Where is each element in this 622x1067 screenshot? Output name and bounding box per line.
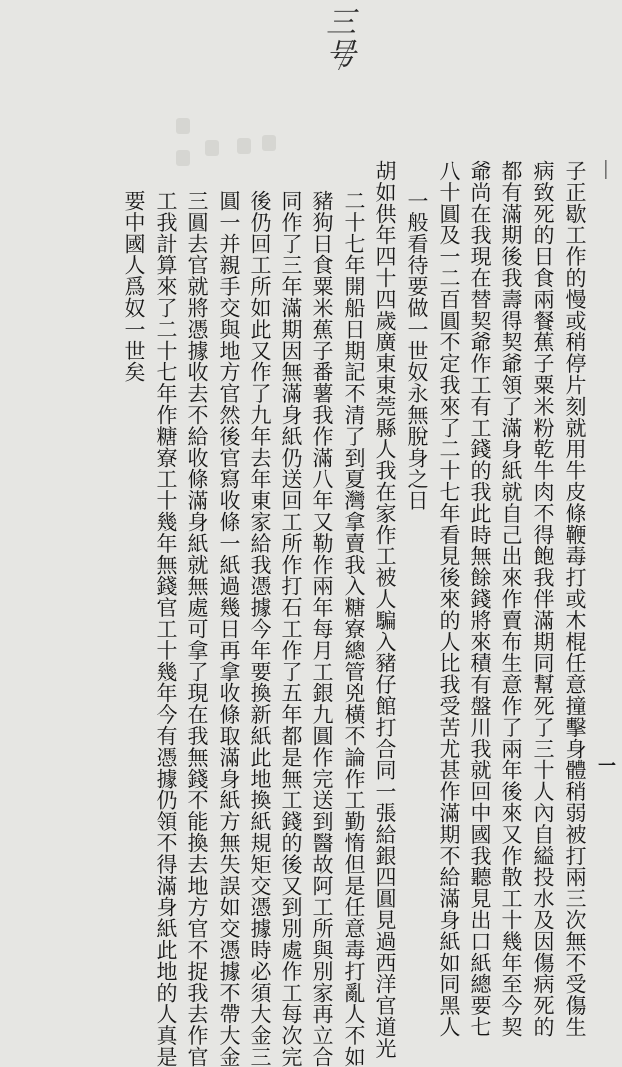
text-column-8: 二十七年開船日期記不清了到夏灣拿賣我入糖寮總管兇橫不論作工勤惰但是任意毒打亂人不如 xyxy=(342,190,366,1067)
text-column-2: 病致死的日食兩餐蕉子粟米粉乾牛肉不得飽我伴滿期同幫死了三十人內自縊投水及因傷病死的 xyxy=(531,160,555,1038)
text-column-6: 一般看待要做一世奴永無脫身之日 xyxy=(405,190,429,511)
text-column-5: 八十圓及一二百圓不定我來了二十七年看見後來的人比我受苦尤甚作滿期不給滿身紙如同黑人 xyxy=(437,160,461,1038)
edge-mark-icon: │ xyxy=(601,160,611,179)
text-column-7: 胡如供年四十四歲廣東東莞縣人我在家作工被人騙入豬仔館打合同一張給銀四圓見過西洋官道光 xyxy=(373,160,397,1059)
handwritten-page-number: 三号 xyxy=(320,6,355,70)
text-column-15: 要中國人爲奴一世矣 xyxy=(122,190,146,383)
text-column-13: 三圓去官就將憑據收去不給收條滿身紙就無處可拿了現在我無錢不能換去地方官不捉我去作官 xyxy=(185,190,209,1067)
text-column-4: 爺尚在我現在替契爺作工有工錢的我此時無餘錢將來積有盤川我就回中國我聽見出口紙總要七 xyxy=(468,160,492,1038)
text-column-14: 工我計算來了二十七年作糖寮工十幾年無錢官工十幾年今有憑據仍領不得滿身紙此地的人真是 xyxy=(154,190,178,1067)
page-number: 一 xyxy=(598,756,616,777)
text-column-12: 圓一并親手交與地方官然後官寫收條一紙過幾日再拿收條取滿身紙方無失誤如交憑據不帶大金 xyxy=(217,190,241,1067)
text-column-9: 豬狗日食粟米蕉子番薯我作滿八年又勒作兩年每月工銀九圓作完送到醫故阿工所與別家再立合 xyxy=(310,190,334,1067)
text-column-10: 同作了三年滿期因無滿身紙仍送回工所作打石工作了五年都是無工錢的後又到別處作工每次完 xyxy=(279,190,303,1067)
text-column-3: 都有滿期後我壽得契爺領了滿身紙就自己出來作賣布生意作了兩年後來又作散工十幾年至今契 xyxy=(499,160,523,1038)
text-column-11: 後仍回工所如此又作了九年去年東家給我憑據今年要換新紙此地換紙規矩交憑據時必須大金三 xyxy=(248,190,272,1067)
text-column-1: 子正歇工作的慢或稍停片刻就用牛皮條鞭毒打或木棍任意撞擊身體稍弱被打兩三次無不受傷生 xyxy=(563,160,587,1038)
